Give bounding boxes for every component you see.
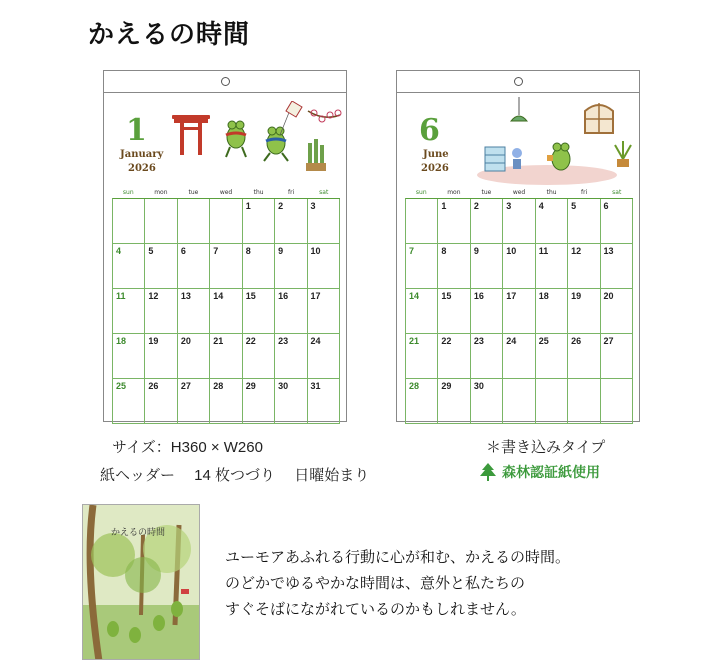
day-number: 13: [603, 246, 614, 256]
day-number: 22: [245, 336, 256, 346]
calendar-day-cell: [308, 334, 340, 378]
calendar-day-cell: [438, 244, 470, 288]
calendar-week-row: [113, 334, 340, 379]
calendar-day-cell: [178, 289, 210, 333]
calendar-day-cell: [438, 379, 470, 423]
calendar-day-cell: [308, 244, 340, 288]
calendar-day-cell: [275, 199, 307, 243]
forest-certification: [480, 462, 600, 482]
calendar-day-cell: [601, 199, 633, 243]
month-year: 2026: [128, 163, 156, 174]
hanging-hole: [514, 77, 523, 86]
page-title: かえるの時間: [88, 20, 251, 50]
day-number: 4: [116, 246, 122, 256]
day-number: 18: [116, 336, 127, 346]
day-number: 18: [538, 291, 549, 301]
weekday-label: mon: [447, 189, 461, 196]
calendar-day-cell: [438, 334, 470, 378]
calendar-day-cell: [145, 334, 177, 378]
day-number: 5: [148, 246, 154, 256]
day-number: 15: [441, 291, 452, 301]
weekday-header: [405, 189, 633, 198]
day-number: 15: [245, 291, 256, 301]
weekday-label: wed: [219, 189, 233, 196]
month-number: 1: [126, 113, 147, 148]
calendar-day-cell: [113, 244, 145, 288]
calendar-day-cell: [536, 289, 568, 333]
day-number: 6: [180, 246, 186, 256]
calendar-day-cell: [210, 289, 242, 333]
day-number: 29: [245, 381, 256, 391]
calendar-day-cell: [568, 199, 600, 243]
calendar-day-cell: [178, 334, 210, 378]
calendar-day-cell: [145, 244, 177, 288]
calendar-day-cell: [438, 199, 470, 243]
calendar-day-cell: [275, 379, 307, 423]
calendar-day-cell: [406, 199, 438, 243]
calendar-day-cell: [601, 379, 633, 423]
torii-gate-illustration: [172, 115, 210, 155]
day-number: 9: [473, 246, 479, 256]
frog-illustration: [226, 121, 246, 157]
calendar-day-cell: [406, 334, 438, 378]
calendar-day-cell: [471, 334, 503, 378]
day-number: 17: [506, 291, 517, 301]
calendar-week-row: [406, 289, 633, 334]
calendar-day-cell: [438, 289, 470, 333]
calendar-day-cell: [601, 289, 633, 333]
calendar-day-cell: [113, 289, 145, 333]
calendar-day-cell: [601, 334, 633, 378]
product-details: 紙ヘッダー 14 枚つづり 日曜始まり: [100, 467, 370, 484]
calendar-day-cell: [210, 379, 242, 423]
calendar-grid: [405, 189, 633, 424]
day-number: 28: [409, 381, 420, 391]
calendar-day-cell: [471, 199, 503, 243]
calendar-day-cell: [503, 379, 535, 423]
calendar-day-cell: [471, 289, 503, 333]
calendar-day-cell: [275, 244, 307, 288]
writable-type: ＊書き込みタイプ: [486, 439, 606, 456]
day-number: 14: [409, 291, 420, 301]
day-number: 9: [278, 246, 284, 256]
day-number: 5: [571, 201, 577, 211]
calendar-day-cell: [406, 244, 438, 288]
day-number: 24: [310, 336, 321, 346]
day-number: 24: [506, 336, 517, 346]
calendar-week-row: [406, 244, 633, 289]
day-number: 25: [538, 336, 549, 346]
calendar-week-row: [406, 199, 633, 244]
day-number: 1: [245, 201, 251, 211]
weekday-label: fri: [288, 189, 295, 196]
weekday-label: thu: [546, 189, 557, 196]
weekday-label: fri: [581, 189, 588, 196]
weekday-label: tue: [481, 189, 492, 196]
day-number: 26: [148, 381, 159, 391]
day-number: 16: [278, 291, 289, 301]
day-number: 27: [180, 381, 191, 391]
calendar-day-cell: [243, 199, 275, 243]
calendar-day-cell: [601, 244, 633, 288]
calendar-day-cell: [471, 379, 503, 423]
day-number: 25: [116, 381, 127, 391]
weekday-label: sat: [319, 189, 329, 196]
frog-illustration: [264, 105, 292, 161]
calendar-day-cell: [113, 334, 145, 378]
calendar-day-cell: [145, 289, 177, 333]
paper-header: [397, 71, 639, 93]
calendar-day-cell: [568, 289, 600, 333]
calendar-day-cell: [275, 334, 307, 378]
calendar-day-cell: [243, 244, 275, 288]
day-number: 29: [441, 381, 452, 391]
calendar-day-cell: [178, 199, 210, 243]
size-spec: サイズ：H360 × W260: [112, 439, 263, 456]
day-number: 13: [180, 291, 191, 301]
weekday-label: sun: [415, 189, 427, 196]
weekday-label: wed: [512, 189, 526, 196]
calendar-day-cell: [308, 199, 340, 243]
calendar-day-cell: [568, 334, 600, 378]
day-number: 3: [310, 201, 316, 211]
month-number: 6: [419, 113, 440, 148]
calendar-january: [103, 70, 347, 422]
calendar-day-cell: [536, 244, 568, 288]
product-description: [225, 545, 570, 623]
day-number: 28: [213, 381, 224, 391]
calendar-day-cell: [568, 379, 600, 423]
calendar-day-cell: [536, 199, 568, 243]
calendar-june: [396, 70, 640, 422]
description-line: すぐそばにながれているのかもしれません。: [225, 601, 526, 618]
day-number: 10: [506, 246, 517, 256]
day-number: 12: [571, 246, 582, 256]
day-number: 3: [506, 201, 512, 211]
flower-vase-illustration: [512, 148, 522, 169]
calendar-week-row: [113, 199, 340, 244]
day-number: 23: [473, 336, 484, 346]
weekday-label: sun: [122, 189, 134, 196]
description-line: のどかでゆるやかな時間は、意外と私たちの: [225, 575, 526, 592]
calendar-day-cell: [406, 289, 438, 333]
calendar-day-cell: [471, 244, 503, 288]
calendar-day-cell: [536, 379, 568, 423]
day-number: 6: [603, 201, 609, 211]
month-year: 2026: [421, 163, 449, 174]
day-number: 2: [278, 201, 284, 211]
description-line: ユーモアあふれる行動に心が和む、かえるの時間。: [225, 549, 571, 566]
calendar-day-cell: [145, 199, 177, 243]
kadomatsu-illustration: [306, 139, 326, 171]
january-illustration: [168, 101, 344, 187]
calendar-week-row: [113, 244, 340, 289]
window-illustration: [585, 103, 613, 133]
day-number: 10: [310, 246, 321, 256]
cover-title: かえるの時間: [111, 528, 166, 538]
day-number: 27: [603, 336, 614, 346]
calendar-day-cell: [210, 199, 242, 243]
day-number: 20: [603, 291, 614, 301]
weeks: [112, 198, 340, 424]
day-number: 30: [473, 381, 484, 391]
day-number: 19: [148, 336, 159, 346]
day-number: 30: [278, 381, 289, 391]
cabinet-illustration: [485, 147, 505, 171]
day-number: 12: [148, 291, 159, 301]
weekday-label: tue: [188, 189, 199, 196]
calendar-day-cell: [275, 289, 307, 333]
pendant-lamp-illustration: [511, 97, 527, 121]
calendar-day-cell: [568, 244, 600, 288]
day-number: 21: [409, 336, 420, 346]
forest-certification-label: 森林認証紙使用: [502, 464, 600, 480]
calendar-week-row: [406, 379, 633, 424]
month-name: January: [120, 149, 164, 160]
calendar-day-cell: [503, 199, 535, 243]
calendar-cover-image: [82, 504, 200, 660]
calendar-day-cell: [536, 334, 568, 378]
calendar-day-cell: [178, 379, 210, 423]
paper-header: [104, 71, 346, 93]
weekday-label: mon: [154, 189, 168, 196]
day-number: 2: [473, 201, 479, 211]
calendar-day-cell: [243, 289, 275, 333]
day-number: 11: [116, 291, 126, 301]
calendar-day-cell: [308, 379, 340, 423]
day-number: 19: [571, 291, 582, 301]
weeks: [405, 198, 633, 424]
calendar-week-row: [113, 289, 340, 334]
day-number: 16: [473, 291, 484, 301]
day-number: 22: [441, 336, 452, 346]
day-number: 17: [310, 291, 321, 301]
day-number: 20: [180, 336, 191, 346]
day-number: 31: [310, 381, 321, 391]
day-number: 4: [538, 201, 544, 211]
month-name: June: [423, 149, 449, 160]
calendar-day-cell: [113, 199, 145, 243]
calendar-week-row: [113, 379, 340, 424]
day-number: 1: [441, 201, 447, 211]
day-number: 7: [409, 246, 415, 256]
plum-branch-illustration: [308, 110, 341, 122]
weekday-header: [112, 189, 340, 198]
calendar-day-cell: [406, 379, 438, 423]
day-number: 21: [213, 336, 224, 346]
calendar-day-cell: [145, 379, 177, 423]
day-number: 8: [441, 246, 447, 256]
tree-icon: [480, 463, 496, 481]
june-illustration: [457, 97, 637, 187]
potted-plant-illustration: [615, 141, 631, 167]
calendar-day-cell: [178, 244, 210, 288]
calendar-day-cell: [243, 334, 275, 378]
calendar-week-row: [406, 334, 633, 379]
calendar-day-cell: [210, 334, 242, 378]
weekday-label: thu: [253, 189, 264, 196]
day-number: 23: [278, 336, 289, 346]
day-number: 26: [571, 336, 582, 346]
weekday-label: sat: [612, 189, 622, 196]
calendar-day-cell: [210, 244, 242, 288]
calendar-grid: [112, 189, 340, 424]
calendar-day-cell: [243, 379, 275, 423]
calendar-day-cell: [503, 244, 535, 288]
calendar-day-cell: [113, 379, 145, 423]
day-number: 11: [538, 246, 549, 256]
day-number: 8: [245, 246, 251, 256]
day-number: 14: [213, 291, 224, 301]
calendar-day-cell: [503, 289, 535, 333]
calendar-day-cell: [503, 334, 535, 378]
calendar-day-cell: [308, 289, 340, 333]
hanging-hole: [221, 77, 230, 86]
day-number: 7: [213, 246, 219, 256]
